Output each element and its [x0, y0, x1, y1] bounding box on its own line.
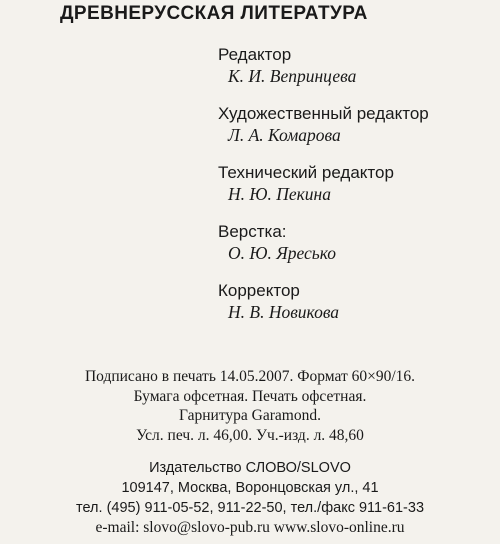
- credit-editor: [216, 45, 496, 104]
- imprint-spacer: [0, 445, 500, 459]
- credit-role: Корректор: [218, 281, 300, 300]
- imprint-address: 109147, Москва, Воронцовская ул., 41: [121, 479, 379, 496]
- credit-person: Н. В. Новикова: [228, 302, 340, 322]
- credit-person: О. Ю. Яресько: [228, 243, 336, 263]
- imprint-block: [0, 367, 500, 538]
- credit-layout: [216, 222, 496, 281]
- credit-role: Верстка:: [218, 222, 287, 241]
- credit-proofreader: [216, 281, 496, 340]
- imprint-sheets: Усл. печ. л. 46,00. Уч.-изд. л. 48,60: [136, 426, 364, 444]
- book-title: ДРЕВНЕРУССКАЯ ЛИТЕРАТУРА: [60, 3, 368, 24]
- credit-person: Н. Ю. Пекина: [228, 184, 331, 204]
- imprint-typeface: Гарнитура Garamond.: [179, 407, 321, 425]
- credits-list: [216, 45, 496, 340]
- credit-role: Технический редактор: [218, 163, 394, 182]
- imprint-paper: Бумага офсетная. Печать офсетная.: [133, 387, 367, 405]
- credit-role: Художественный редактор: [218, 104, 429, 123]
- imprint-phones: тел. (495) 911-05-52, 911-22-50, тел./факс 911-61-33: [75, 499, 425, 516]
- credit-role: Редактор: [218, 45, 292, 64]
- credit-person: К. И. Вепринцева: [228, 66, 357, 86]
- credit-art-editor: [216, 104, 496, 163]
- credit-person: Л. А. Комарова: [228, 125, 341, 145]
- imprint-publisher: Издательство СЛОВО/SLOVO: [149, 460, 351, 477]
- imprint-signed: Подписано в печать 14.05.2007. Формат 60×90/16.: [84, 368, 416, 385]
- credit-technical-editor: [216, 163, 496, 222]
- imprint-contacts: e-mail: slovo@slovo-pub.ru www.slovo-online.ru: [95, 519, 405, 537]
